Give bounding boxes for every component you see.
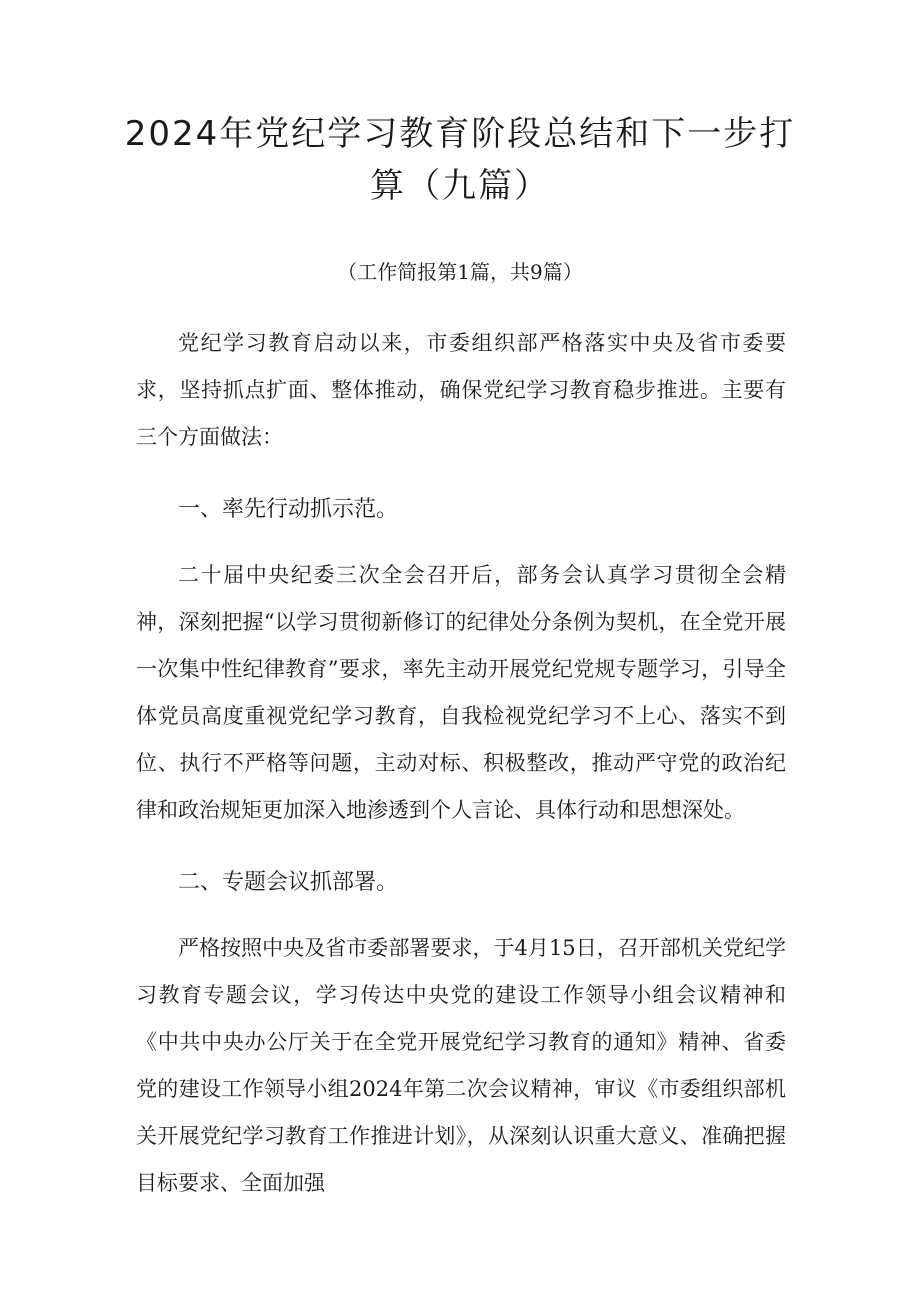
document-title: 2024年党纪学习教育阶段总结和下一步打算（九篇） bbox=[124, 114, 796, 206]
section-2-heading: 二、专题会议抓部署。 bbox=[178, 870, 399, 895]
intro-paragraph: 党纪学习教育启动以来，市委组织部严格落实中央及省市委要求，坚持抓点扩面、整体推动，确保党纪学习教育稳步推进。主要有三个方面做法： bbox=[136, 331, 786, 449]
document-subtitle: （工作简报第1篇，共9篇） bbox=[337, 260, 583, 284]
section-1-paragraph: 二十届中央纪委三次全会召开后，部务会认真学习贯彻全会精神，深刻把握“以学习贯彻新修订的纪律处分条例为契机，在全党开展一次集中性纪律教育”要求，率先主动开展党纪党规专题学习，引导全体党员高度重视党纪学习教育，自我检视党纪学习不上心、落实不到位、执行不严格等问题，主动对标、积极整改，推动严守党的政治纪律和政治规矩更加深入地渗透到个人言论、具体行动和思想深处。 bbox=[136, 563, 786, 822]
section-1-heading: 一、率先行动抓示范。 bbox=[178, 497, 399, 522]
section-2-paragraph: 严格按照中央及省市委部署要求，于4月15日，召开部机关党纪学习教育专题会议，学习传达中央党的建设工作领导小组会议精神和《中共中央办公厅关于在全党开展党纪学习教育的通知》精神、省委党的建设工作领导小组2024年第二次会议精神，审议《市委组织部机关开展党纪学习教育工作推进计划》，从深刻认识重大意义、准确把握目标要求、全面加强 bbox=[136, 936, 786, 1195]
